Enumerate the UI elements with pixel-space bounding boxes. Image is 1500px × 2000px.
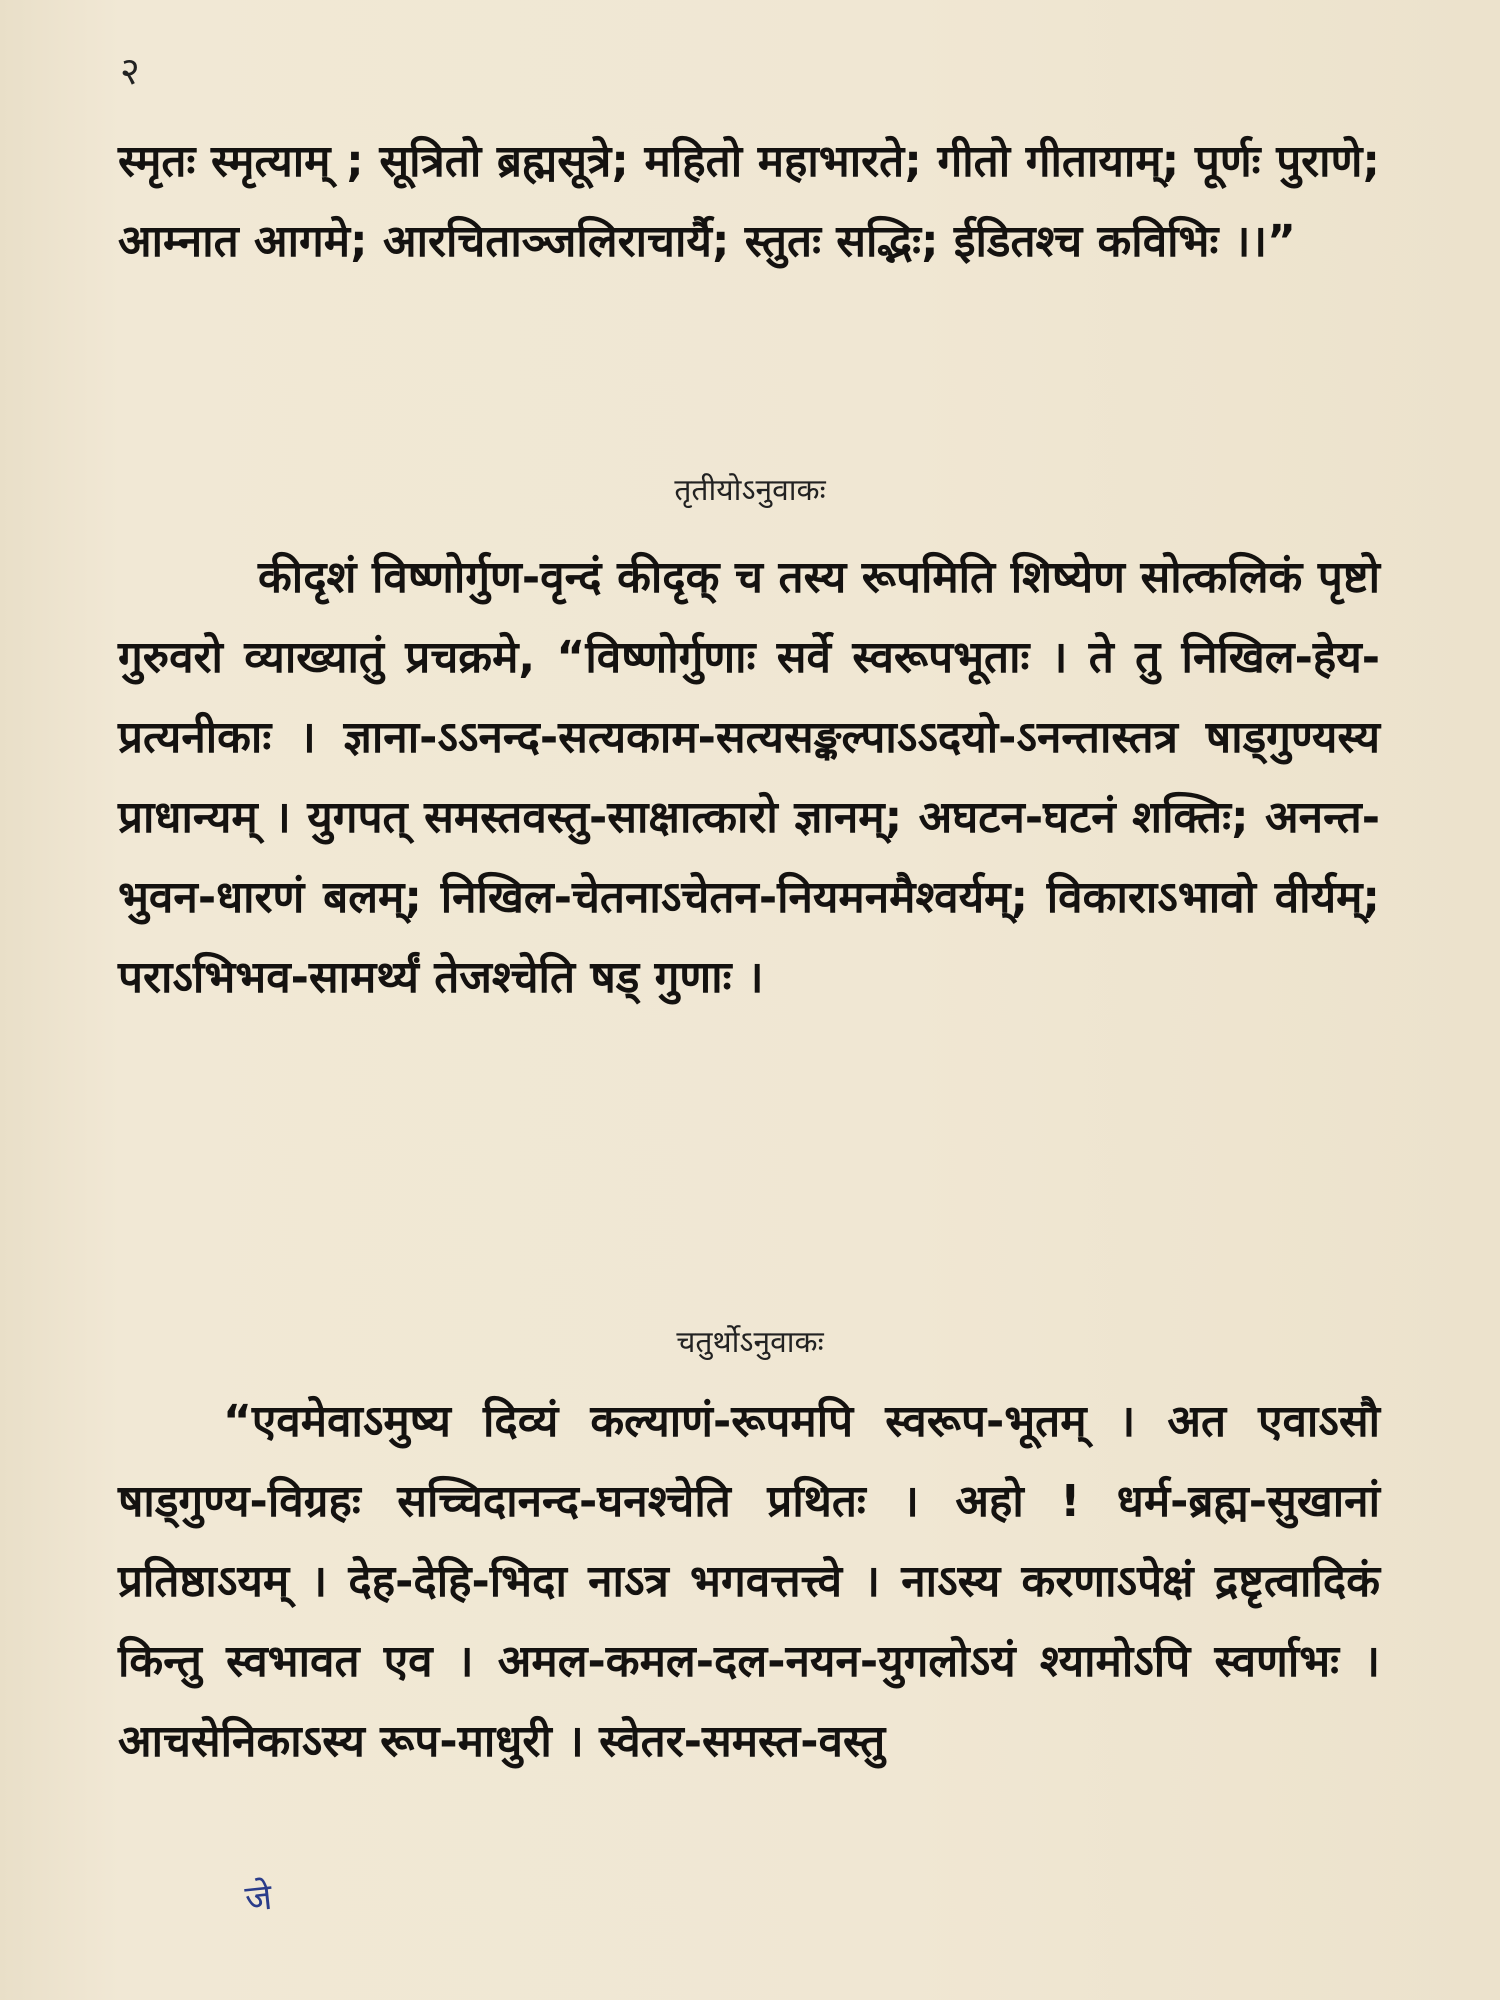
handwritten-annotation: जे [243, 1876, 274, 1921]
section-heading-fourth-anuvaka: चतुर्थोऽनुवाकः [676, 1325, 824, 1360]
paragraph-continuation: स्मृतः स्मृत्याम् ; सूत्रितो ब्रह्मसूत्रे; महितो महाभारते; गीतो गीतायाम्; पूर्णः पुराणे; आम्नात आगमे; आरचिताञ्जलिराचार्यै; स्तुतः सद्भिः; ईडितश्च कविभिः ।।” [118, 136, 1380, 267]
paragraph-fourth-anuvaka: “एवमेवाऽमुष्य दिव्यं कल्याणं-रूपमपि स्वरूप-भूतम् । अत एवाऽसौ षाड्गुण्य-विग्रहः सच्चिदानन्द-घनश्चेति प्रथितः । अहो ! धर्म-ब्रह्म-सुखानां प्रतिष्ठाऽयम् । देह-देहि-भिदा नाऽत्र भगवत्तत्त्वे । नाऽस्य करणाऽपेक्षं द्रष्टृत्वादिकं किन्तु स्वभावत एव । अमल-कमल-दल-नयन-युगलोऽयं श्यामोऽपि स्वर्णाभः । आचसेनिकाऽस्य रूप-माधुरी । स्वेतर-समस्त-वस्तु [118, 1396, 1380, 1767]
section-heading-third-anuvaka: तृतीयोऽनुवाकः [674, 473, 826, 508]
paragraph-third-anuvaka: कीदृशं विष्णोर्गुण-वृन्दं कीदृक् च तस्य रूपमिति शिष्येण सोत्कलिकं पृष्टो गुरुवरो व्याख्यातुं प्रचक्रमे, “विष्णोर्गुणाः सर्वे स्वरूपभूताः । ते तु निखिल-हेय-प्रत्यनीकाः । ज्ञाना-ऽऽनन्द-सत्यकाम-सत्यसङ्कल्पाऽऽदयो-ऽनन्तास्तत्र षाड्गुण्यस्य प्राधान्यम् । युगपत् समस्तवस्तु-साक्षात्कारो ज्ञानम्; अघटन-घटनं शक्तिः; अनन्त-भुवन-धारणं बलम्; निखिल-चेतनाऽचेतन-नियमनमैश्वर्यम्; विकाराऽभावो वीर्यम्; पराऽभिभव-सामर्थ्यं तेजश्चेति षड् गुणाः । [118, 552, 1380, 1003]
page-number: २ [120, 49, 140, 93]
